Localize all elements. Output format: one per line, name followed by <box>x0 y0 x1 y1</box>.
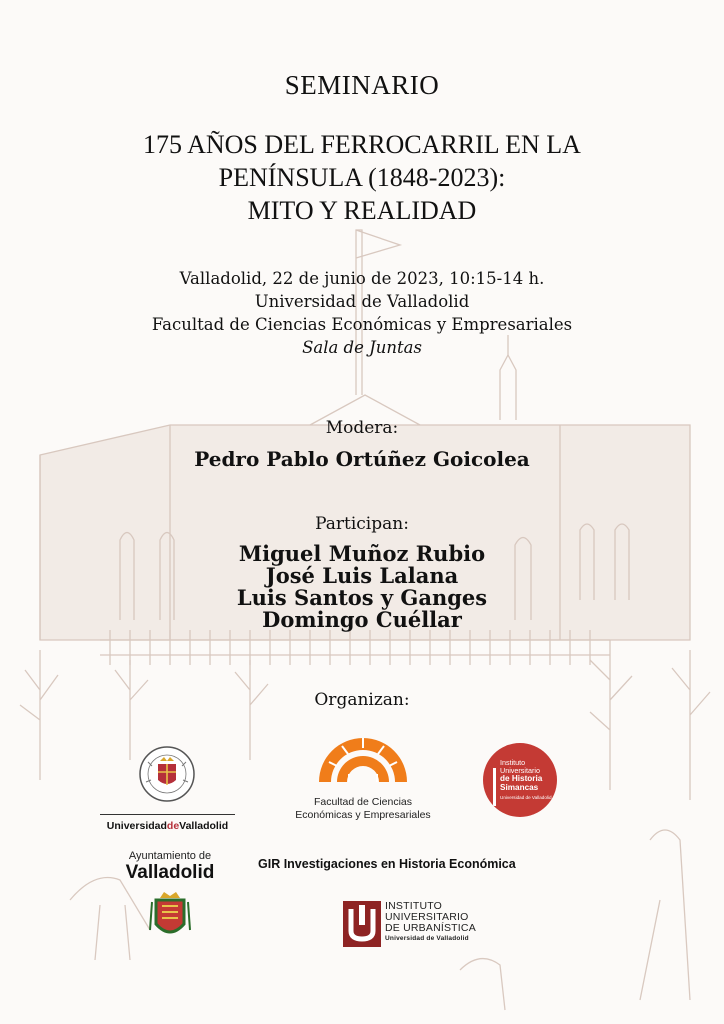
participant-name: José Luis Lalana <box>265 563 459 588</box>
uva-logo-rule <box>100 814 235 815</box>
title-line-2: PENÍNSULA (1848-2023): <box>218 163 506 192</box>
gir-group-name: GIR Investigaciones en Historia Económica <box>258 857 516 871</box>
iuu-mark-icon <box>343 901 381 947</box>
seminar-label: SEMINARIO <box>284 70 440 100</box>
iuu-logo <box>343 901 483 949</box>
simancas-mark <box>493 768 496 806</box>
simancas-text: Instituto Universitario de Historia Simancas Universidad de Valladolid <box>500 758 552 800</box>
valladolid-coat-of-arms-icon <box>148 890 192 944</box>
event-room-text: Sala de Juntas <box>302 338 422 357</box>
uva-name: UniversidaddeValladolid <box>106 820 229 832</box>
participant-name: Luis Santos y Ganges <box>236 585 488 610</box>
ayuntamiento-logo <box>110 850 230 960</box>
uva-logo <box>100 742 235 832</box>
seminar-title <box>0 128 724 227</box>
moderator-name: Pedro Pablo Ortúñez Goicolea <box>194 447 530 471</box>
participant-name: Miguel Muñoz Rubio <box>238 541 486 566</box>
simancas-logo <box>483 743 557 817</box>
faculty-logo-text: Facultad de Ciencias Económicas y Empresariales <box>295 796 431 821</box>
ayuntamiento-line-1: Ayuntamiento de <box>128 850 212 862</box>
participants-label: Participan: <box>315 514 409 534</box>
faculty-arches-icon <box>315 728 411 786</box>
title-line-1: 175 AÑOS DEL FERROCARRIL EN LA <box>143 130 581 159</box>
event-info <box>0 267 724 359</box>
participants-list <box>0 543 724 631</box>
event-university: Universidad de Valladolid <box>254 292 470 311</box>
event-faculty: Facultad de Ciencias Económicas y Empresariales <box>151 315 573 334</box>
moderator-label: Modera: <box>325 418 399 438</box>
title-line-3: MITO Y REALIDAD <box>247 196 477 225</box>
faculty-logo <box>284 728 442 824</box>
event-room <box>0 336 724 359</box>
uva-seal-icon <box>100 742 235 808</box>
iuu-text: INSTITUTO UNIVERSITARIO DE URBANÍSTICA Universidad de Valladolid <box>385 900 476 942</box>
event-date-time: Valladolid, 22 de junio de 2023, 10:15-14 h. <box>179 269 545 288</box>
ayuntamiento-line-2: Valladolid <box>125 862 215 883</box>
organizers-label: Organizan: <box>314 690 410 710</box>
participant-name: Domingo Cuéllar <box>262 607 462 632</box>
